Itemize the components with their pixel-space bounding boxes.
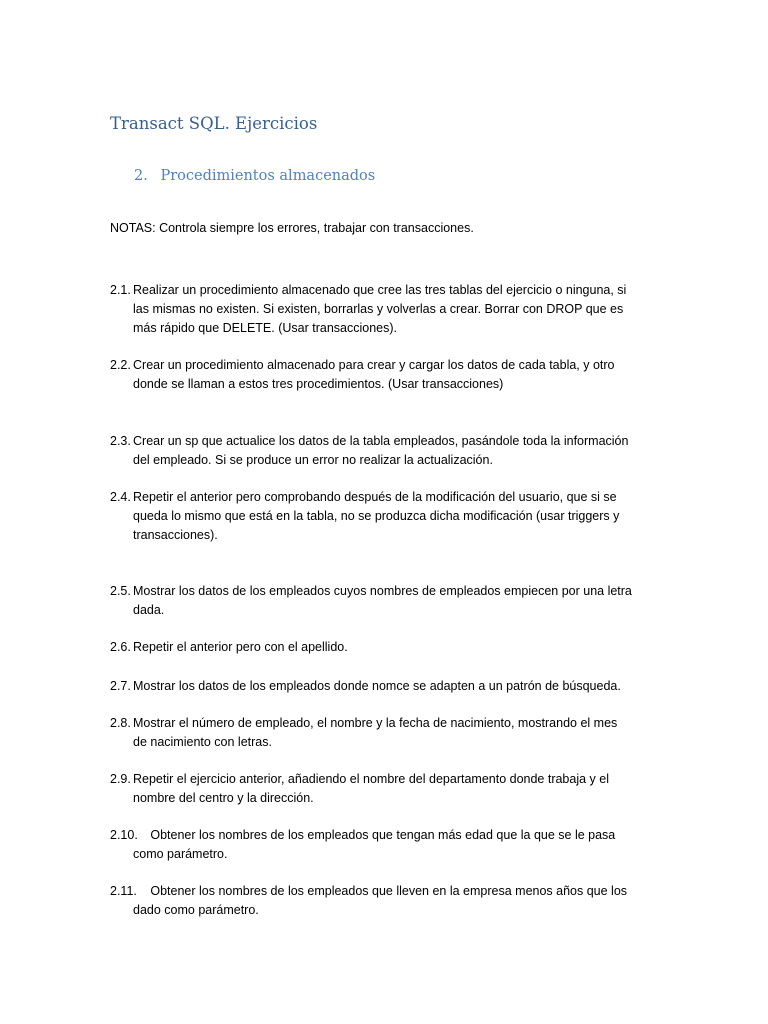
exercise-line: dado como parámetro. bbox=[133, 903, 259, 917]
exercise-text bbox=[133, 488, 670, 545]
exercise-line: nombre del centro y la dirección. bbox=[133, 791, 314, 805]
exercise-text bbox=[133, 882, 670, 920]
notes-text: NOTAS: Controla siempre los errores, trabajar con transacciones. bbox=[110, 221, 474, 235]
exercise-line: más rápido que DELETE. (Usar transacciones). bbox=[133, 321, 397, 335]
document-title: Transact SQL. Ejercicios bbox=[110, 114, 318, 133]
exercise-number: 2.3. bbox=[110, 434, 131, 448]
exercise-line: de nacimiento con letras. bbox=[133, 735, 272, 749]
exercise-item bbox=[110, 882, 670, 920]
exercise-text bbox=[133, 826, 670, 864]
exercise-text bbox=[133, 432, 670, 470]
exercise-line: Mostrar los datos de los empleados donde nomce se adapten a un patrón de búsqueda. bbox=[133, 679, 621, 693]
exercise-item bbox=[110, 281, 670, 338]
exercise-item bbox=[110, 826, 670, 864]
exercise-text bbox=[133, 677, 670, 696]
exercise-item bbox=[110, 356, 670, 394]
exercise-item bbox=[110, 488, 670, 545]
section-number: 2. bbox=[134, 168, 148, 184]
exercise-line: Crear un procedimiento almacenado para crear y cargar los datos de cada tabla, y otro bbox=[133, 358, 615, 372]
exercise-line: dada. bbox=[133, 603, 165, 617]
exercise-line: Repetir el anterior pero comprobando después de la modificación del usuario, que si se bbox=[133, 490, 617, 504]
exercise-line: Obtener los nombres de los empleados que tengan más edad que la que se le pasa bbox=[133, 828, 616, 842]
exercise-text bbox=[133, 582, 670, 620]
exercise-item bbox=[110, 582, 670, 620]
exercise-number: 2.6. bbox=[110, 640, 131, 654]
exercise-item bbox=[110, 432, 670, 470]
exercise-line: como parámetro. bbox=[133, 847, 228, 861]
exercise-item bbox=[110, 714, 670, 752]
exercise-line: transacciones). bbox=[133, 528, 218, 542]
exercise-text bbox=[133, 281, 670, 338]
exercise-line: Mostrar el número de empleado, el nombre y la fecha de nacimiento, mostrando el mes bbox=[133, 716, 618, 730]
exercise-item bbox=[110, 638, 670, 657]
exercise-number: 2.7. bbox=[110, 679, 131, 693]
exercise-text bbox=[133, 638, 670, 657]
exercise-number: 2.4. bbox=[110, 490, 131, 504]
exercise-item bbox=[110, 770, 670, 808]
exercise-number: 2.8. bbox=[110, 716, 131, 730]
exercise-number: 2.5. bbox=[110, 584, 131, 598]
section-label: Procedimientos almacenados bbox=[160, 168, 376, 184]
exercise-line: donde se llaman a estos tres procedimientos. (Usar transacciones) bbox=[133, 377, 504, 391]
exercise-line: Repetir el anterior pero con el apellido. bbox=[133, 640, 348, 654]
exercise-line: queda lo mismo que está en la tabla, no se produzca dicha modificación (usar triggers y bbox=[133, 509, 620, 523]
exercise-item bbox=[110, 677, 670, 696]
exercise-line: Obtener los nombres de los empleados que lleven en la empresa menos años que los bbox=[133, 884, 628, 898]
exercise-number: 2.1. bbox=[110, 283, 131, 297]
exercise-line: Repetir el ejercicio anterior, añadiendo el nombre del departamento donde trabaja y el bbox=[133, 772, 609, 786]
exercise-text bbox=[133, 356, 670, 394]
section-heading bbox=[134, 168, 375, 184]
exercise-line: del empleado. Si se produce un error no realizar la actualización. bbox=[133, 453, 493, 467]
exercise-number: 2.10. bbox=[110, 828, 138, 842]
exercise-number: 2.2. bbox=[110, 358, 131, 372]
exercise-line: Crear un sp que actualice los datos de la tabla empleados, pasándole toda la información bbox=[133, 434, 629, 448]
exercise-text bbox=[133, 714, 670, 752]
exercise-line: Mostrar los datos de los empleados cuyos nombres de empleados empiecen por una letra bbox=[133, 584, 632, 598]
exercise-line: las mismas no existen. Si existen, borrarlas y volverlas a crear. Borrar con DROP que es bbox=[133, 302, 624, 316]
exercise-number: 2.9. bbox=[110, 772, 131, 786]
exercise-number: 2.11. bbox=[110, 884, 137, 898]
exercise-text bbox=[133, 770, 670, 808]
exercise-line: Realizar un procedimiento almacenado que cree las tres tablas del ejercicio o ninguna, si bbox=[133, 283, 627, 297]
